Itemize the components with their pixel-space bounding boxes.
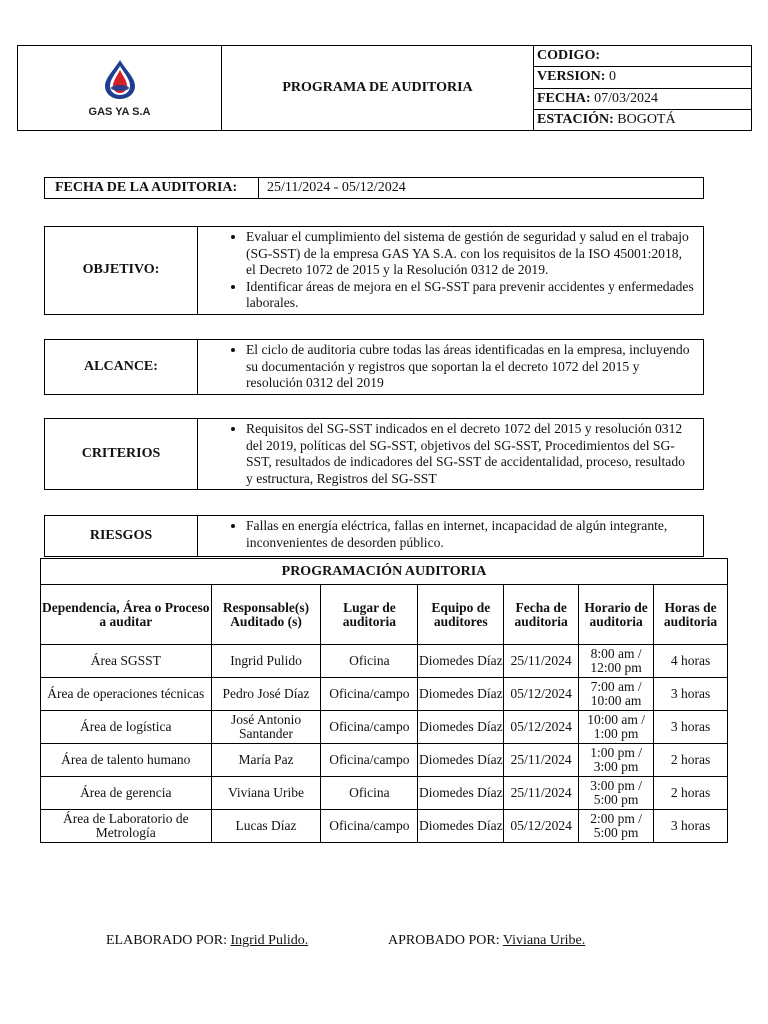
column-header: Horas de auditoria xyxy=(654,585,728,645)
table-cell: Oficina/campo xyxy=(321,678,418,711)
table-cell: Área SGSST xyxy=(41,645,212,678)
codigo-cell xyxy=(534,46,752,67)
elaborado-label: ELABORADO POR: xyxy=(106,933,227,948)
version-cell xyxy=(534,67,752,88)
objetivo-list xyxy=(202,229,695,312)
criterios-section xyxy=(44,418,704,490)
table-cell: María Paz xyxy=(211,744,321,777)
criterios-body xyxy=(198,419,704,490)
gas-drop-icon xyxy=(100,58,140,100)
table-cell: 05/12/2024 xyxy=(504,678,579,711)
table-cell: 7:00 am / 10:00 am xyxy=(579,678,654,711)
fecha-auditoria-table xyxy=(44,177,704,199)
table-cell: 3 horas xyxy=(654,711,728,744)
company-name: GAS YA S.A xyxy=(88,106,151,118)
table-row xyxy=(41,711,728,744)
table-cell: Diomedes Díaz xyxy=(418,711,504,744)
table-cell: Pedro José Díaz xyxy=(211,678,321,711)
table-row xyxy=(41,744,728,777)
criterios-item: • Requisitos del SG-SST indicados en el decreto 1072 del 2015 y resolución 0312 del 2019, políticas del SG-SST, objetivos del SG-SST, Procedimientos del SG-SST, resultados de indicadores del SG-SST de accidentalidad, proceso, resultado y estructura, Registros del SG-SST xyxy=(246,421,695,487)
table-row xyxy=(41,678,728,711)
table-cell: Área de logística xyxy=(41,711,212,744)
programacion-table xyxy=(40,558,728,843)
criterios-label: CRITERIOS xyxy=(45,419,198,490)
table-cell: Oficina/campo xyxy=(321,744,418,777)
elaborado-por xyxy=(106,933,308,949)
document-title: PROGRAMA DE AUDITORIA xyxy=(222,46,534,131)
table-cell: Diomedes Díaz xyxy=(418,744,504,777)
aprobado-label: APROBADO POR: xyxy=(388,933,500,948)
table-cell: 05/12/2024 xyxy=(504,810,579,843)
table-cell: 3 horas xyxy=(654,678,728,711)
table-cell: Oficina xyxy=(321,645,418,678)
logo-cell xyxy=(18,46,222,131)
fecha-cell xyxy=(534,88,752,109)
fecha-value: 07/03/2024 xyxy=(594,90,658,106)
table-cell: Diomedes Díaz xyxy=(418,645,504,678)
table-cell: Diomedes Díaz xyxy=(418,678,504,711)
objetivo-label: OBJETIVO: xyxy=(45,227,198,315)
elaborado-value: Ingrid Pulido. xyxy=(230,933,309,948)
table-cell: 2 horas xyxy=(654,777,728,810)
table-cell: Diomedes Díaz xyxy=(418,777,504,810)
objetivo-section xyxy=(44,226,704,315)
table-cell: Lucas Díaz xyxy=(211,810,321,843)
column-header: Equipo de auditores xyxy=(418,585,504,645)
table-cell: 3 horas xyxy=(654,810,728,843)
alcance-label: ALCANCE: xyxy=(45,340,198,395)
column-header: Responsable(s) Auditado (s) xyxy=(211,585,321,645)
version-value: 0 xyxy=(608,69,616,85)
table-cell: Oficina/campo xyxy=(321,711,418,744)
table-cell: Oficina xyxy=(321,777,418,810)
table-row xyxy=(41,645,728,678)
fecha-auditoria-label: FECHA DE LA AUDITORIA: xyxy=(45,178,259,199)
table-cell: 05/12/2024 xyxy=(504,711,579,744)
estacion-value: BOGOTÁ xyxy=(617,111,676,127)
table-cell: Viviana Uribe xyxy=(211,777,321,810)
alcance-body xyxy=(198,340,704,395)
estacion-cell xyxy=(534,109,752,130)
table-cell: 4 horas xyxy=(654,645,728,678)
column-header: Dependencia, Área o Proceso a auditar xyxy=(41,585,212,645)
version-label: VERSION: xyxy=(537,69,606,85)
table-cell: 2:00 pm / 5:00 pm xyxy=(579,810,654,843)
table-cell: 25/11/2024 xyxy=(504,777,579,810)
table-cell: 3:00 pm / 5:00 pm xyxy=(579,777,654,810)
column-header: Fecha de auditoria xyxy=(504,585,579,645)
document-header xyxy=(17,45,752,131)
company-logo xyxy=(18,58,221,118)
programacion-title: PROGRAMACIÓN AUDITORIA xyxy=(41,559,728,585)
table-cell: Área de talento humano xyxy=(41,744,212,777)
table-row xyxy=(41,810,728,843)
riesgos-section xyxy=(44,515,704,557)
riesgos-item: • Fallas en energía eléctrica, fallas en internet, incapacidad de algún integrante, inconvenientes de desorden público. xyxy=(246,518,695,551)
table-cell: Oficina/campo xyxy=(321,810,418,843)
column-header: Horario de auditoria xyxy=(579,585,654,645)
aprobado-value: Viviana Uribe. xyxy=(502,933,586,948)
objetivo-item: • Evaluar el cumplimiento del sistema de gestión de seguridad y salud en el trabajo (SG-SST) de la empresa GAS YA S.A. con los requisitos de la ISO 45001:2018, el Decreto 1072 de 2015 y la Resolución 0312 de 2019. xyxy=(246,229,695,279)
alcance-list xyxy=(202,342,695,392)
fecha-auditoria-value: 25/11/2024 - 05/12/2024 xyxy=(259,178,704,199)
table-header-row xyxy=(41,585,728,645)
table-cell: Área de Laboratorio de Metrología xyxy=(41,810,212,843)
riesgos-list xyxy=(202,518,695,551)
column-header: Lugar de auditoria xyxy=(321,585,418,645)
objetivo-item: • Identificar áreas de mejora en el SG-SST para prevenir accidentes y enfermedades laborales. xyxy=(246,279,695,312)
aprobado-por xyxy=(388,933,585,949)
riesgos-body xyxy=(198,516,704,557)
fecha-label: FECHA: xyxy=(537,90,591,106)
codigo-label: CODIGO: xyxy=(537,48,600,64)
objetivo-body xyxy=(198,227,704,315)
table-row xyxy=(41,777,728,810)
table-cell: Área de gerencia xyxy=(41,777,212,810)
estacion-label: ESTACIÓN: xyxy=(537,111,614,127)
table-cell: 10:00 am / 1:00 pm xyxy=(579,711,654,744)
table-cell: 1:00 pm / 3:00 pm xyxy=(579,744,654,777)
table-cell: José Antonio Santander xyxy=(211,711,321,744)
table-cell: Ingrid Pulido xyxy=(211,645,321,678)
riesgos-label: RIESGOS xyxy=(45,516,198,557)
table-cell: 2 horas xyxy=(654,744,728,777)
alcance-item: • El ciclo de auditoria cubre todas las áreas identificadas en la empresa, incluyendo su documentación y registros que soportan la el decreto 1072 del 2015 y resolución 0312 del 2019 xyxy=(246,342,695,392)
table-cell: Diomedes Díaz xyxy=(418,810,504,843)
criterios-list xyxy=(202,421,695,487)
table-cell: 25/11/2024 xyxy=(504,744,579,777)
table-cell: Área de operaciones técnicas xyxy=(41,678,212,711)
table-cell: 25/11/2024 xyxy=(504,645,579,678)
alcance-section xyxy=(44,339,704,395)
table-cell: 8:00 am / 12:00 pm xyxy=(579,645,654,678)
